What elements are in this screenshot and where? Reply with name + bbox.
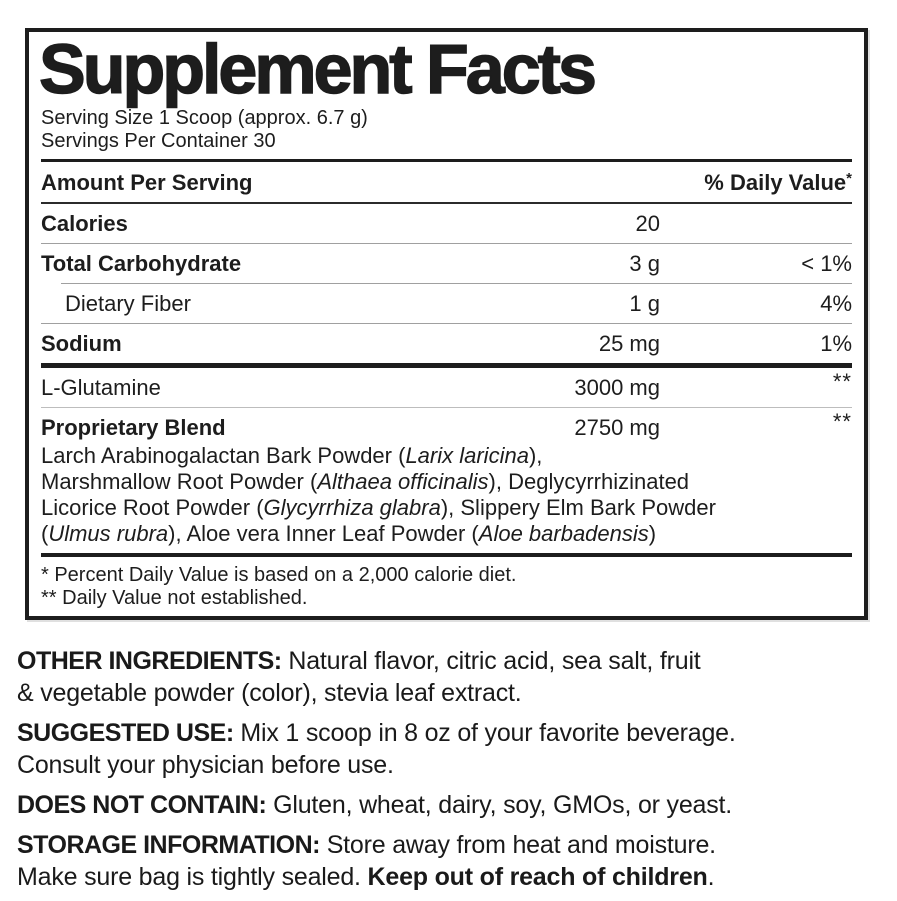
nutrient-row-total-carbohydrate bbox=[41, 244, 852, 283]
nutrient-label: L-Glutamine bbox=[41, 375, 161, 400]
nutrient-amount: 25 mg bbox=[598, 331, 660, 356]
supplement-facts-panel bbox=[25, 28, 868, 620]
servings-per-container: Servings Per Container 30 bbox=[41, 130, 276, 152]
suggested-use-section bbox=[17, 717, 883, 781]
nutrient-label: Proprietary Blend bbox=[41, 415, 226, 440]
nutrient-amount: 3 g bbox=[629, 251, 660, 276]
panel-title: Supplement Facts bbox=[39, 30, 594, 108]
nutrient-amount: 20 bbox=[635, 211, 660, 236]
footnote-daily-value-basis: * Percent Daily Value is based on a 2,000 calorie diet. bbox=[41, 564, 517, 586]
other-ingredients-text: Natural flavor, citric acid, sea salt, fruit & vegetable powder (color), stevia leaf extract. bbox=[17, 647, 701, 707]
does-not-contain-label: DOES NOT CONTAIN: bbox=[17, 791, 267, 819]
nutrient-daily-value: ** bbox=[832, 409, 852, 434]
daily-value-asterisk: * bbox=[846, 170, 852, 187]
storage-information-text: Store away from heat and moisture. Make sure bag is tightly sealed. Keep out of reach of children. bbox=[17, 831, 716, 891]
nutrient-amount: 1 g bbox=[629, 291, 660, 316]
storage-information-section bbox=[17, 829, 883, 893]
footnote-dv-not-established: ** Daily Value not established. bbox=[41, 587, 308, 609]
other-ingredients-section bbox=[17, 645, 883, 709]
nutrient-row-sodium bbox=[41, 324, 852, 363]
does-not-contain-text: Gluten, wheat, dairy, soy, GMOs, or yeast. bbox=[266, 791, 733, 819]
nutrient-row-dietary-fiber bbox=[41, 284, 852, 323]
nutrient-daily-value: 4% bbox=[820, 291, 852, 316]
nutrient-label: Total Carbohydrate bbox=[41, 251, 242, 276]
serving-size: Serving Size 1 Scoop (approx. 6.7 g) bbox=[41, 107, 368, 129]
daily-value-text: % Daily Value bbox=[704, 170, 847, 195]
nutrient-amount: 3000 mg bbox=[574, 375, 660, 400]
amount-per-serving-label: Amount Per Serving bbox=[41, 170, 253, 195]
other-ingredients-label: OTHER INGREDIENTS: bbox=[17, 647, 282, 675]
nutrient-daily-value: ** bbox=[832, 369, 852, 394]
daily-value-label bbox=[704, 170, 852, 196]
nutrient-row-calories bbox=[41, 204, 852, 243]
nutrient-row-proprietary-blend bbox=[41, 408, 852, 440]
suggested-use-text: Mix 1 scoop in 8 oz of your favorite beverage. Consult your physician before use. bbox=[17, 719, 736, 779]
nutrient-amount: 2750 mg bbox=[574, 415, 660, 440]
additional-info bbox=[17, 645, 883, 901]
nutrient-label: Calories bbox=[41, 211, 128, 236]
nutrient-daily-value: < 1% bbox=[801, 251, 852, 276]
suggested-use-label: SUGGESTED USE: bbox=[17, 719, 234, 747]
nutrient-daily-value: 1% bbox=[820, 331, 852, 356]
nutrient-row-l-glutamine bbox=[41, 368, 852, 407]
storage-information-label: STORAGE INFORMATION: bbox=[17, 831, 320, 859]
footnotes bbox=[41, 557, 852, 610]
does-not-contain-section bbox=[17, 789, 883, 821]
blend-description: Larch Arabinogalactan Bark Powder (Larix laricina), Marshmallow Root Powder (Althaea officinalis), Deglycyrrhizinated Licorice Root Powder (Glycyrrhiza glabra), Slippery Elm Bark Powder (Ulmus rubra), Aloe vera Inner Leaf Powder (Aloe barbadensis) bbox=[41, 443, 716, 546]
nutrient-label: Dietary Fiber bbox=[65, 291, 191, 316]
nutrient-label: Sodium bbox=[41, 331, 122, 356]
column-header-row bbox=[41, 162, 852, 202]
